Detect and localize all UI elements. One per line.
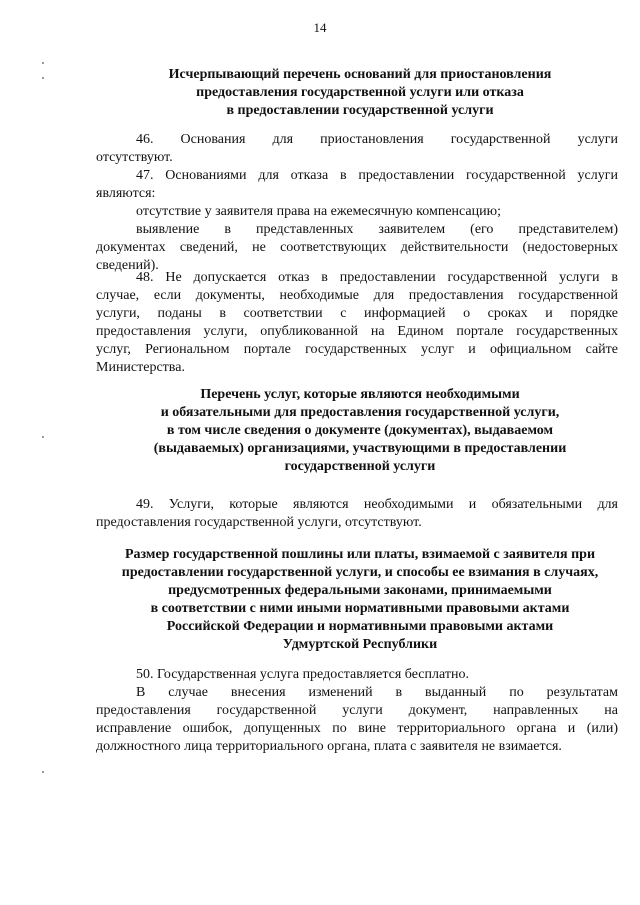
text-line: 50. Государственная услуга предоставляется бесплатно. <box>136 667 469 682</box>
scan-mark <box>42 436 44 438</box>
text-line: должностного лица территориального органа, плата с заявителя не взимается. <box>96 739 562 754</box>
text-line: отсутствуют. <box>96 150 173 165</box>
text-line: являются: <box>96 186 156 201</box>
heading-line: предусмотренных федеральными законами, принимаемыми <box>168 583 552 598</box>
text-line: предоставления государственной услуги документ, направленных на <box>96 703 618 718</box>
heading-line: в соответствии с ними иными нормативными правовыми актами <box>150 601 570 616</box>
text-line: 47. Основаниями для отказа в предоставлении государственной услуги <box>136 168 618 183</box>
text-line: В случае внесения изменений в выданный по результатам <box>136 685 618 700</box>
heading-line: Удмуртской Республики <box>282 637 438 652</box>
text-line: выявление в представленных заявителем (его представителем) <box>136 222 618 237</box>
paragraph-50-fee-note <box>96 684 618 756</box>
heading-line: Размер государственной пошлины или платы, взимаемой с заявителя при <box>124 547 596 562</box>
scan-mark <box>42 771 44 773</box>
section-heading-grounds-for-suspension <box>80 66 640 120</box>
text-line: предоставления государственной услуги, отсутствуют. <box>96 515 422 530</box>
text-line: документах сведений, не соответствующих действительности (недостоверных <box>96 240 618 255</box>
heading-line: государственной услуги <box>284 459 436 474</box>
paragraph-47-item-1 <box>96 203 618 221</box>
page-number: 14 <box>313 20 327 35</box>
text-line: Министерства. <box>96 360 185 375</box>
section-heading-state-duty <box>80 546 640 654</box>
text-line: отсутствие у заявителя права на ежемесячную компенсацию; <box>136 204 501 219</box>
paragraph-47 <box>96 167 618 203</box>
heading-line: и обязательными для предоставления государственной услуги, <box>160 405 560 420</box>
heading-line: Перечень услуг, которые являются необходимыми <box>200 387 520 402</box>
text-line: услуг, Региональном портале государственных услуг и официальном сайте <box>96 342 618 357</box>
heading-line: (выдаваемых) организациями, участвующими в предоставлении <box>153 441 567 456</box>
text-line: сведений). <box>96 258 159 273</box>
paragraph-47-item-2 <box>96 221 618 275</box>
heading-line: предоставления государственной услуги или отказа <box>196 85 524 100</box>
text-line: 49. Услуги, которые являются необходимыми и обязательными для <box>136 497 618 512</box>
heading-line: в том числе сведения о документе (документах), выдаваемом <box>166 423 554 438</box>
scan-mark <box>42 62 44 64</box>
heading-line: Исчерпывающий перечень оснований для приостановления <box>168 67 552 82</box>
paragraph-46 <box>96 131 618 167</box>
heading-line: в предоставлении государственной услуги <box>226 103 494 118</box>
paragraph-49 <box>96 496 618 532</box>
text-line: предоставления услуги, опубликованной на Едином портале государственных <box>96 324 618 339</box>
text-line: исправление ошибок, допущенных по вине территориального органа и (или) <box>96 721 618 736</box>
section-heading-required-services <box>80 386 640 476</box>
text-line: случае, если документы, необходимые для предоставления государственной <box>96 288 618 303</box>
text-line: услуги, поданы в соответствии с информацией о сроках и порядке <box>96 306 618 321</box>
heading-line: Российской Федерации и нормативными правовыми актами <box>166 619 554 634</box>
paragraph-48 <box>96 269 618 377</box>
paragraph-50 <box>96 666 618 684</box>
scan-mark <box>42 77 44 79</box>
text-line: 46. Основания для приостановления государственной услуги <box>136 132 618 147</box>
heading-line: предоставлении государственной услуги, и способы ее взимания в случаях, <box>121 565 599 580</box>
text-line: 48. Не допускается отказ в предоставлении государственной услуги в <box>136 270 618 285</box>
